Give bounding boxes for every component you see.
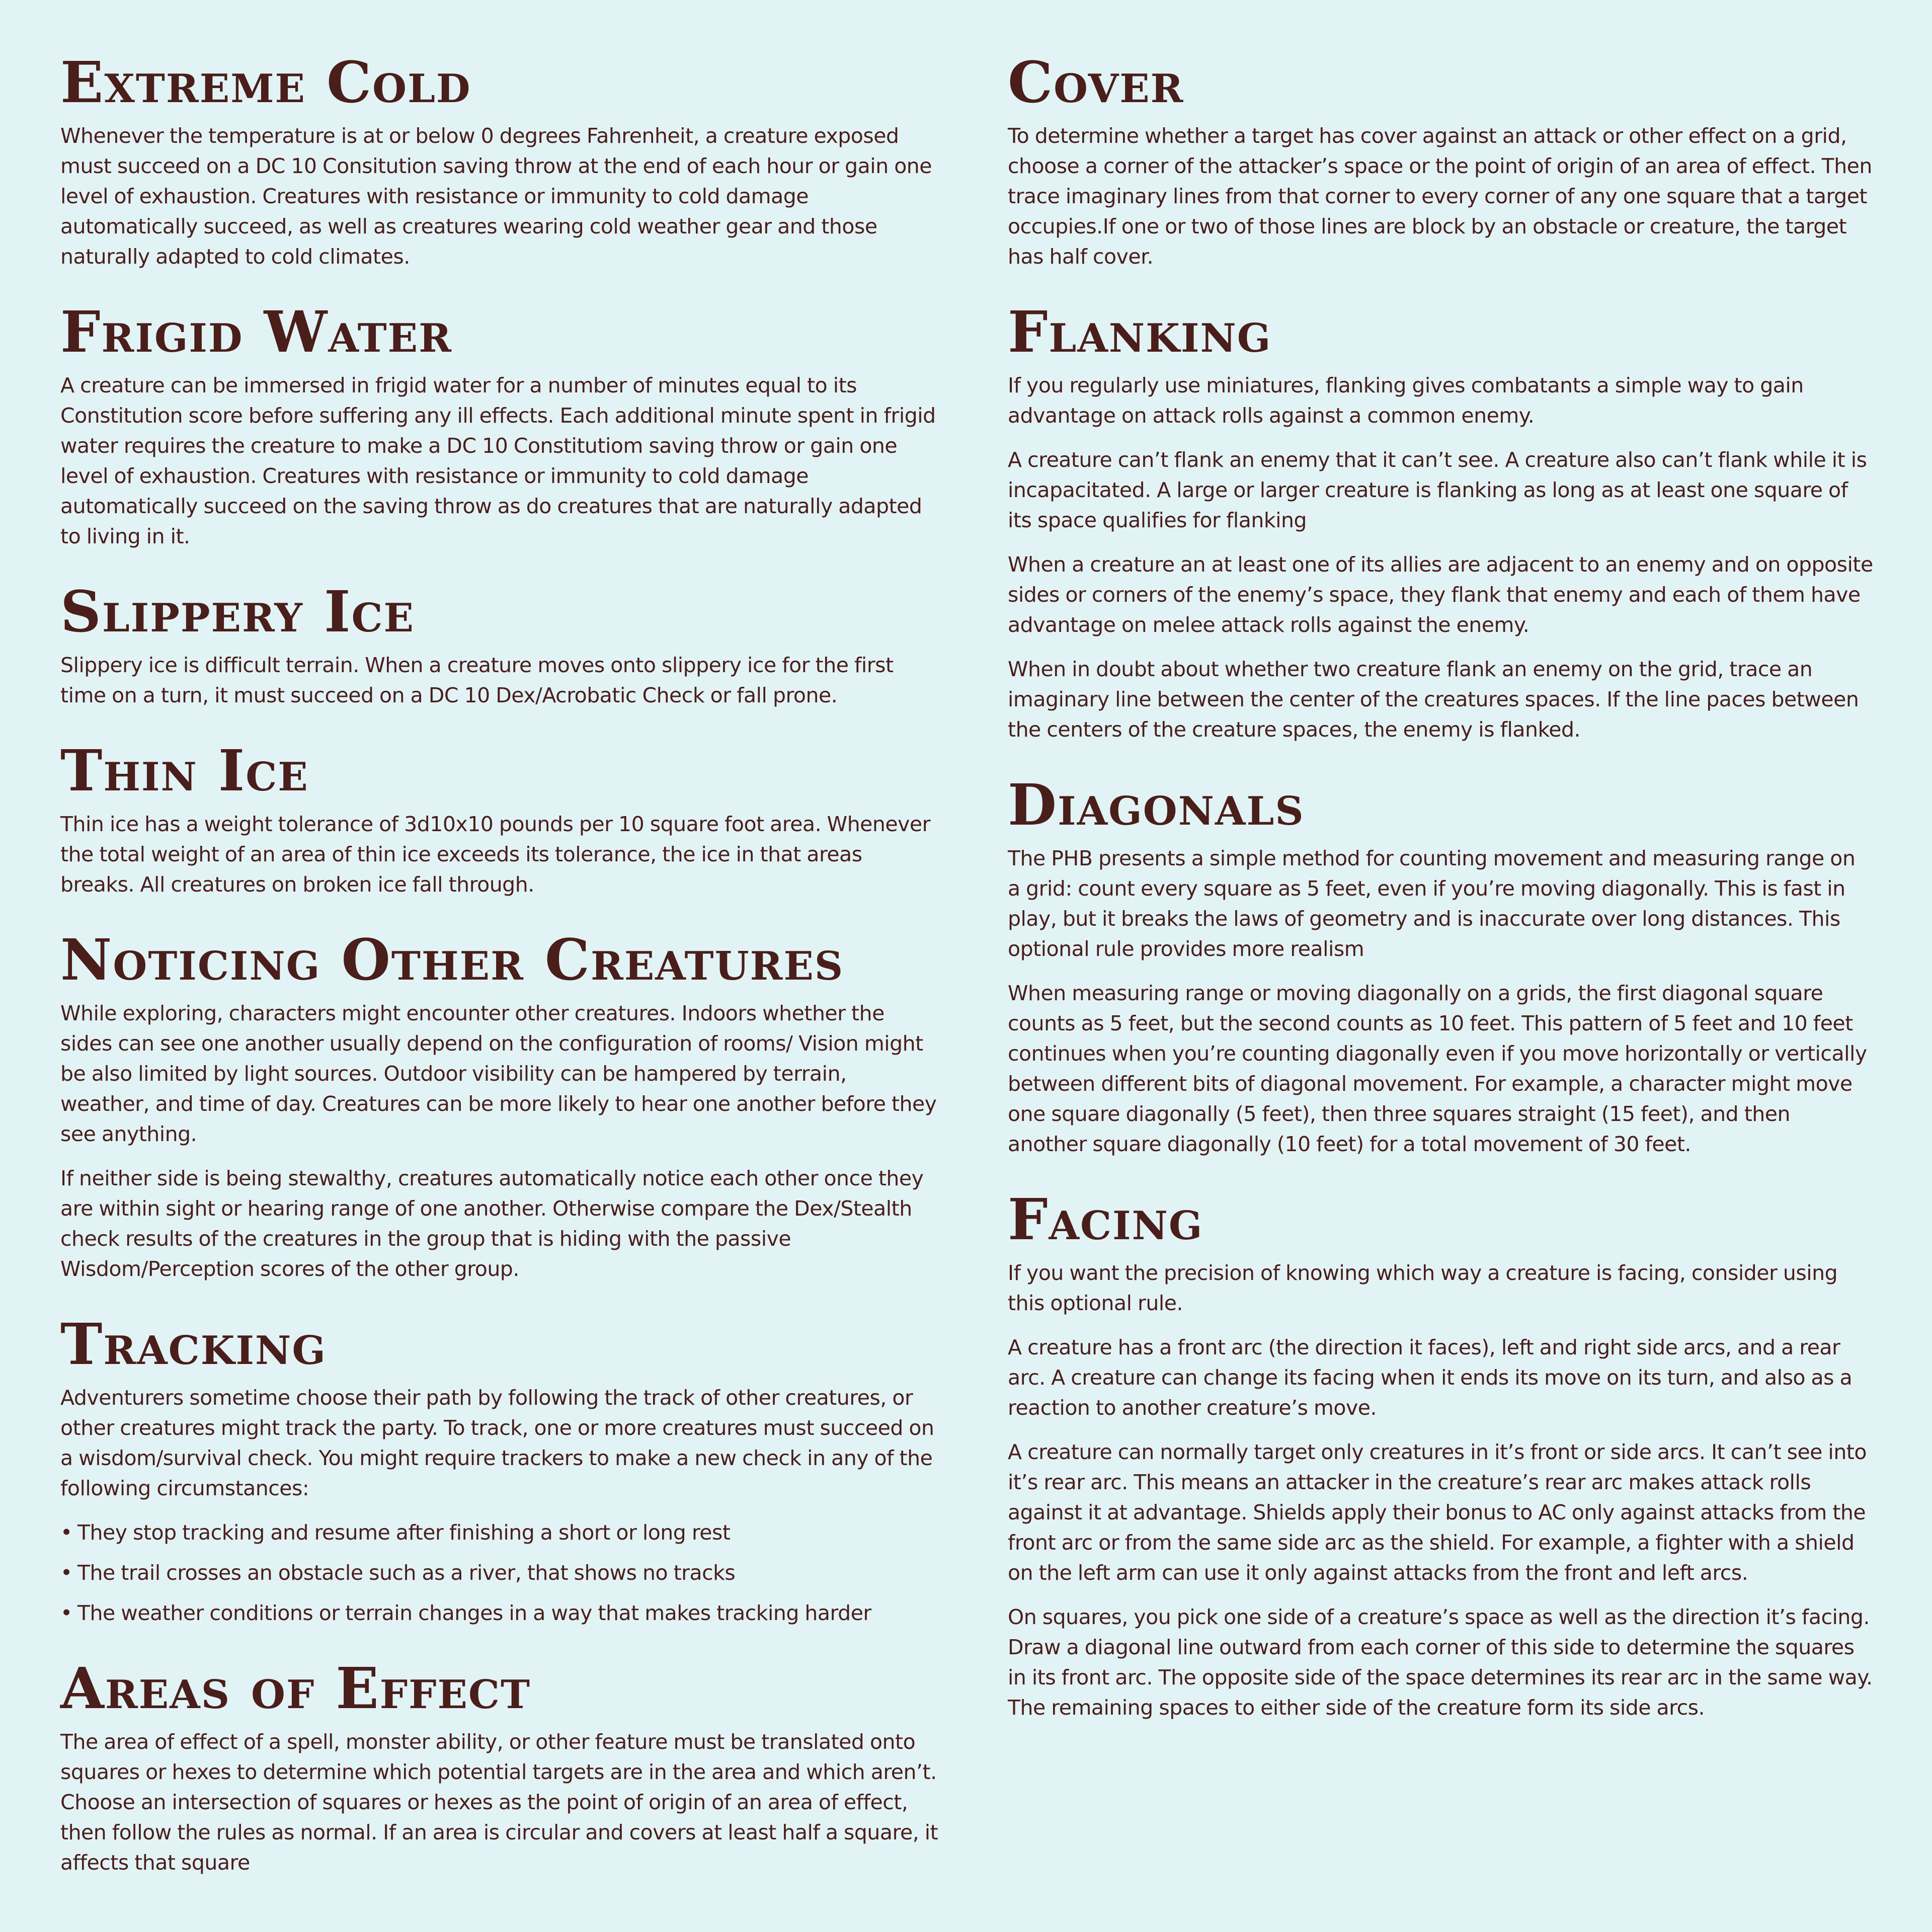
section-heading: Extreme Cold bbox=[60, 50, 471, 116]
section-noticing-other-creatures bbox=[60, 928, 938, 1284]
right-column bbox=[1008, 50, 1873, 1751]
section-heading: Noticing Other Creatures bbox=[60, 927, 844, 993]
section-paragraph: To determine whether a target has cover against an attack or other effect on a grid, choose a corner of the attacker’s space or the point of origin of an area of effect. Then trace imaginary lines from that corner to every corner of any one square that a target occupies.If one or two of those lines are block by an obstacle or creature, the target has half cover. bbox=[1008, 124, 1872, 269]
left-column bbox=[60, 50, 938, 1906]
section-extreme-cold bbox=[60, 50, 938, 272]
section-areas-of-effect bbox=[60, 1656, 938, 1878]
tracking-circumstances-list bbox=[60, 1517, 938, 1628]
section-paragraph: A creature can normally target only creatures in it’s front or side arcs. It can’t see into it’s rear arc. This means an attacker in the creature’s rear arc makes attack rolls against it at advantage. Shields apply their bonus to AC only against attacks from the front arc or from the same side arc as the shield. For example, a fighter with a shield on the left arm can use it only against attacks from the front and left arcs. bbox=[1008, 1440, 1867, 1585]
section-flanking bbox=[1008, 300, 1873, 745]
section-paragraph: The PHB presents a simple method for counting movement and measuring range on a grid: count every square as 5 feet, even if you’re moving diagonally. This is fast in play, but it breaks the laws of geometry and is inaccurate over long distances. This optional rule provides more realism bbox=[1008, 846, 1856, 961]
section-paragraph: The area of effect of a spell, monster ability, or other feature must be translated onto squares or hexes to determine which potential targets are in the area and which aren’t. Choose an intersection of squares or hexes as the point of origin of an area of effect, then follow the rules as normal. If an area is circular and covers at least half a square, it affects that square bbox=[60, 1730, 938, 1875]
section-paragraph: When in doubt about whether two creature flank an enemy on the grid, trace an imaginary line between the center of the creatures spaces. If the line paces between the centers of the creature spaces, the enemy is flanked. bbox=[1008, 657, 1859, 742]
section-paragraph: While exploring, characters might encounter other creatures. Indoors whether the sides can see one another usually depend on the configuration of rooms/ Vision might be also limited by light sources. Outdoor visibility can be hampered by terrain, weather, and time of day. Creatures can be more likely to hear one another before they see anything. bbox=[60, 1001, 937, 1146]
section-tracking bbox=[60, 1312, 938, 1628]
section-heading: Tracking bbox=[60, 1312, 327, 1378]
list-item-text: They stop tracking and resume after finishing a short or long rest bbox=[77, 1520, 731, 1545]
section-paragraph: Adventurers sometime choose their path by following the track of other creatures, or other creatures might track the party. To track, one or more creatures must succeed on a wisdom/survival check. You might require trackers to make a new check in any of the following circumstances: bbox=[60, 1386, 934, 1500]
list-item bbox=[60, 1558, 938, 1588]
section-thin-ice bbox=[60, 739, 938, 900]
section-paragraph: If you want the precision of knowing which way a creature is facing, consider using this optional rule. bbox=[1008, 1261, 1838, 1315]
list-item-text: The trail crosses an obstacle such as a river, that shows no tracks bbox=[77, 1561, 736, 1585]
section-heading: Cover bbox=[1008, 50, 1184, 116]
section-diagonals bbox=[1008, 773, 1873, 1159]
list-item bbox=[60, 1598, 938, 1628]
section-paragraph: A creature can’t flank an enemy that it can’t see. A creature also can’t flank while it is incapacitated. A large or larger creature is flanking as long as at least one square of its space qualifies for flanking bbox=[1008, 448, 1867, 532]
section-paragraph: A creature can be immersed in frigid water for a number of minutes equal to its Constitution score before suffering any ill effects. Each additional minute spent in frigid water requires the creature to make a DC 10 Constitutiom saving throw or gain one level of exhaustion. Creatures with resistance or immunity to cold damage automatically succeed on the saving throw as do creatures that are naturally adapted to living in it. bbox=[60, 373, 936, 548]
section-paragraph: If you regularly use miniatures, flanking gives combatants a simple way to gain advantage on attack rolls against a common enemy. bbox=[1008, 373, 1804, 428]
section-paragraph: Slippery ice is difficult terrain. When a creature moves onto slippery ice for the first time on a turn, it must succeed on a DC 10 Dex/Acrobatic Check or fall prone. bbox=[60, 653, 894, 707]
section-heading: Slippery Ice bbox=[60, 579, 415, 645]
section-paragraph: On squares, you pick one side of a creature’s space as well as the direction it’s facing. Draw a diagonal line outward from each corner of this side to determine the squares in its front arc. The opposite side of the space determines its rear arc in the same way. The remaining spaces to either side of the creature form its side arcs. bbox=[1008, 1605, 1873, 1720]
section-paragraph: If neither side is being stewalthy, creatures automatically notice each other once they are within sight or hearing range of one another. Otherwise compare the Dex/Stealth check results of the creatures in the group that is hiding with the passive Wisdom/Perception scores of the other group. bbox=[60, 1166, 924, 1281]
section-paragraph: When a creature an at least one of its allies are adjacent to an enemy and on opposite sides or corners of the enemy’s space, they flank that enemy and each of them have advantage on melee attack rolls against the enemy. bbox=[1008, 552, 1873, 637]
section-heading: Frigid Water bbox=[60, 299, 452, 365]
section-heading: Facing bbox=[1008, 1187, 1203, 1253]
section-paragraph: A creature has a front arc (the direction it faces), left and right side arcs, and a rear arc. A creature can change its facing when it ends its move on its turn, and also as a reaction to another creature’s move. bbox=[1008, 1335, 1853, 1420]
section-facing bbox=[1008, 1187, 1873, 1723]
section-slippery-ice bbox=[60, 580, 938, 710]
section-cover bbox=[1008, 50, 1873, 272]
list-item bbox=[60, 1517, 938, 1548]
section-paragraph: When measuring range or moving diagonally on a grids, the first diagonal square counts as 5 feet, but the second counts as 10 feet. This pattern of 5 feet and 10 feet continues when you’re counting diagonally even if you move horizontally or vertically between different bits of diagonal movement. For example, a character might move one square diagonally (5 feet), then three squares straight (15 feet), and then another square diagonally (10 feet) for a total movement of 30 feet. bbox=[1008, 981, 1867, 1156]
list-item-text: The weather conditions or terrain changes in a way that makes tracking harder bbox=[77, 1601, 871, 1625]
section-heading: Areas of Effect bbox=[60, 1656, 531, 1722]
bullet-icon: • bbox=[60, 1601, 72, 1625]
bullet-icon: • bbox=[60, 1561, 72, 1585]
bullet-icon: • bbox=[60, 1520, 72, 1545]
section-heading: Flanking bbox=[1008, 299, 1272, 365]
section-paragraph: Thin ice has a weight tolerance of 3d10x10 pounds per 10 square foot area. Whenever the total weight of an area of thin ice exceeds its tolerance, the ice in that areas breaks. All creatures on broken ice fall through. bbox=[60, 812, 930, 897]
section-paragraph: Whenever the temperature is at or below 0 degrees Fahrenheit, a creature exposed must succeed on a DC 10 Consitution saving throw at the end of each hour or gain one level of exhaustion. Creatures with resistance or immunity to cold damage automatically succeed, as well as creatures wearing cold weather gear and those naturally adapted to cold climates. bbox=[60, 124, 932, 269]
section-heading: Thin Ice bbox=[60, 738, 309, 804]
section-frigid-water bbox=[60, 300, 938, 551]
section-heading: Diagonals bbox=[1008, 772, 1305, 838]
